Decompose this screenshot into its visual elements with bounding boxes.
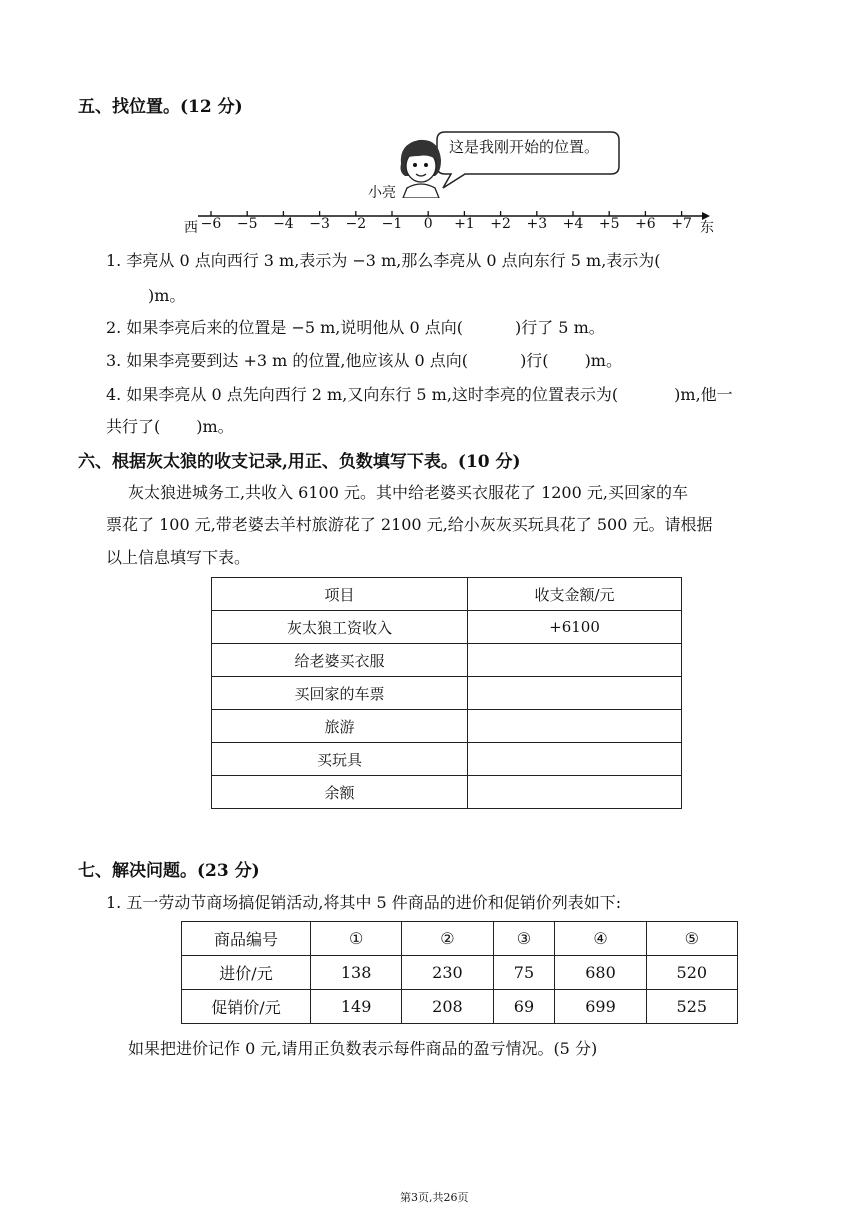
products-sale-cell: 208 xyxy=(402,990,493,1024)
q2-text xyxy=(106,315,605,338)
character-label: 小亮 xyxy=(368,185,396,201)
q3-text-c: )m。 xyxy=(584,351,622,370)
table-header-item: 项目 xyxy=(212,578,468,611)
table-row xyxy=(212,611,682,644)
products-sale-cell: 149 xyxy=(311,990,402,1024)
axis-tick-label: −6 xyxy=(200,216,222,232)
axis-tick-label: −1 xyxy=(381,216,403,232)
q4-text-b: )m,他一 xyxy=(674,385,733,404)
products-header-cell: ② xyxy=(402,922,493,956)
axis-tick-label: −3 xyxy=(309,216,330,232)
products-header-cell: ④ xyxy=(555,922,646,956)
section6-heading: 六、根据灰太狼的收支记录,用正、负数填写下表。(10 分) xyxy=(78,452,521,472)
speech-text: 这是我刚开始的位置。 xyxy=(449,138,600,156)
q4-text xyxy=(106,382,733,405)
products-cost-cell: 138 xyxy=(311,956,402,990)
q2-text-a: 2. 如果李亮后来的位置是 −5 m,说明他从 0 点向( xyxy=(106,318,463,337)
q4-text-2 xyxy=(106,414,234,437)
products-cost-cell: 230 xyxy=(402,956,493,990)
products-header-cell: ⑤ xyxy=(646,922,737,956)
products-cost-label: 进价/元 xyxy=(182,956,311,990)
q3-text-a: 3. 如果李亮要到达 +3 m 的位置,他应该从 0 点向( xyxy=(106,351,469,370)
q1-text-b: )m。 xyxy=(148,286,186,305)
table-cell-item: 旅游 xyxy=(212,710,468,743)
table-row xyxy=(212,710,682,743)
section5-heading: 五、找位置。(12 分) xyxy=(78,97,243,117)
axis-tick-label: +1 xyxy=(454,216,475,232)
table-cell-amount[interactable] xyxy=(468,677,682,710)
products-cost-cell: 680 xyxy=(555,956,646,990)
table-cell-item: 灰太狼工资收入 xyxy=(212,611,468,644)
q4-text-d: )m。 xyxy=(196,417,234,436)
axis-tick-label: −4 xyxy=(273,216,294,232)
page-footer: 第3页,共26页 xyxy=(400,1191,469,1204)
products-table xyxy=(181,921,738,1024)
axis-tick-label: +4 xyxy=(562,216,584,232)
products-cost-cell: 75 xyxy=(493,956,555,990)
products-cost-row xyxy=(182,956,738,990)
table-row xyxy=(212,644,682,677)
products-sale-cell: 699 xyxy=(555,990,646,1024)
section7-q1: 1. 五一劳动节商场搞促销活动,将其中 5 件商品的进价和促销价列表如下: xyxy=(106,893,622,912)
q4-text-c: 共行了( xyxy=(106,417,161,436)
q1-text-a: 1. 李亮从 0 点向西行 3 m,表示为 −3 m,那么李亮从 0 点向东行 5 m,表示为( xyxy=(106,251,661,270)
axis-tick-label: +2 xyxy=(490,216,511,232)
table-cell-amount[interactable] xyxy=(468,743,682,776)
products-header-cell: ③ xyxy=(493,922,555,956)
table-cell-item: 买回家的车票 xyxy=(212,677,468,710)
products-sale-label: 促销价/元 xyxy=(182,990,311,1024)
table-row xyxy=(212,743,682,776)
axis-tick-label: +6 xyxy=(635,216,656,232)
table-cell-amount: +6100 xyxy=(468,611,682,644)
table-header-amount: 收支金额/元 xyxy=(468,578,682,611)
table-cell-item: 给老婆买衣服 xyxy=(212,644,468,677)
q4-text-a: 4. 如果李亮从 0 点先向西行 2 m,又向东行 5 m,这时李亮的位置表示为( xyxy=(106,385,619,404)
table-header-row xyxy=(212,578,682,611)
products-header-cell: ① xyxy=(311,922,402,956)
q2-text-b: )行了 5 m。 xyxy=(514,318,605,337)
table-cell-amount[interactable] xyxy=(468,710,682,743)
axis-tick-label: 0 xyxy=(423,216,433,232)
products-header-row xyxy=(182,922,738,956)
section7-note: 如果把进价记作 0 元,请用正负数表示每件商品的盈亏情况。(5 分) xyxy=(128,1039,598,1058)
axis-tick-label: +3 xyxy=(526,216,548,232)
q3-text xyxy=(106,348,622,371)
table-cell-item: 余额 xyxy=(212,776,468,809)
table-cell-amount[interactable] xyxy=(468,776,682,809)
axis-tick-label: −5 xyxy=(236,216,258,232)
products-cost-cell: 520 xyxy=(646,956,737,990)
axis-tick-label: +5 xyxy=(598,216,620,232)
products-sale-row xyxy=(182,990,738,1024)
income-expense-table xyxy=(211,577,682,809)
boy-illustration xyxy=(395,136,447,198)
q3-text-b: )行( xyxy=(520,351,549,370)
table-cell-item: 买玩具 xyxy=(212,743,468,776)
axis-west-label: 西 xyxy=(184,220,198,236)
products-sale-cell: 525 xyxy=(646,990,737,1024)
section6-para-2: 票花了 100 元,带老婆去羊村旅游花了 2100 元,给小灰灰买玩具花了 500 元。请根据 xyxy=(106,515,713,534)
section6-para-3: 以上信息填写下表。 xyxy=(106,548,251,567)
table-row xyxy=(212,677,682,710)
products-header-label: 商品编号 xyxy=(182,922,311,956)
axis-tick-label: −2 xyxy=(345,216,367,232)
table-row xyxy=(212,776,682,809)
axis-east-label: 东 xyxy=(700,220,714,236)
section6-para-1: 灰太狼进城务工,共收入 6100 元。其中给老婆买衣服花了 1200 元,买回家的车 xyxy=(128,483,688,502)
axis-tick-label: +7 xyxy=(671,216,692,232)
q1-text xyxy=(106,248,661,271)
table-cell-amount[interactable] xyxy=(468,644,682,677)
products-sale-cell: 69 xyxy=(493,990,555,1024)
section7-heading: 七、解决问题。(23 分) xyxy=(78,861,260,881)
